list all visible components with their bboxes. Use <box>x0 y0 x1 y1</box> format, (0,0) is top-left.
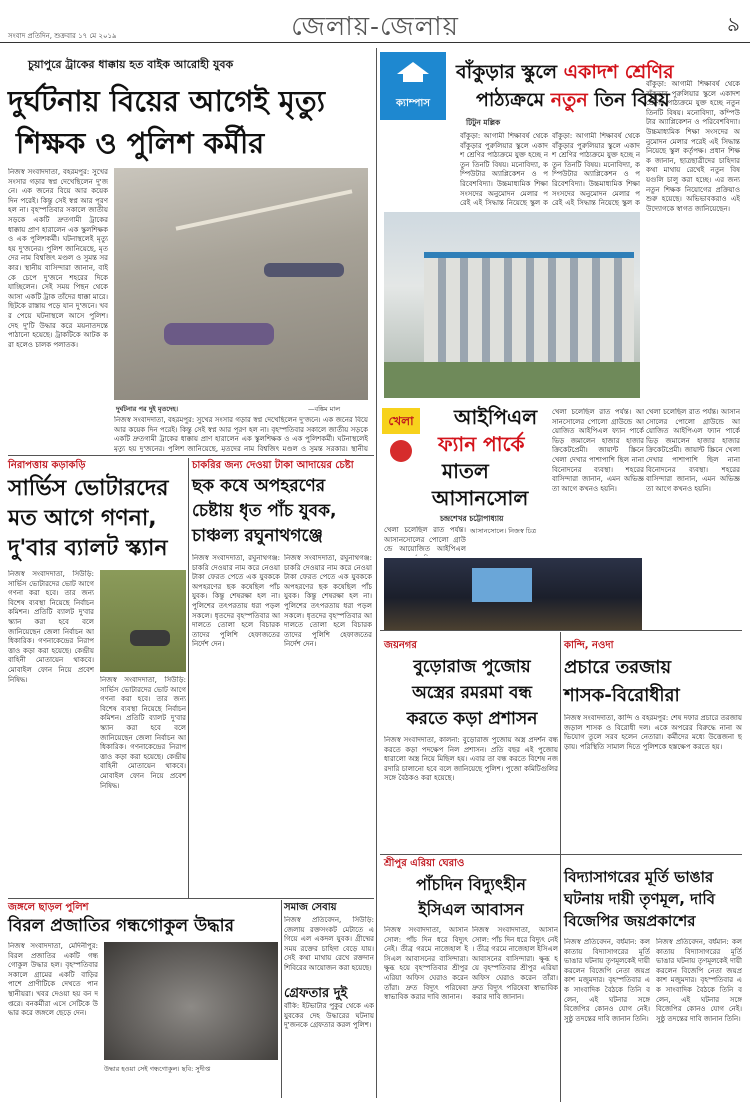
headline-line-1: পাঁচদিন বিদ্যুৎহীন <box>416 875 526 894</box>
divider <box>560 632 561 1102</box>
headline <box>564 654 742 710</box>
ipl-body-2: খেলা চলেছিল রাত পর্যন্ত। আসানসোলের পোলো গ্রাউন্ডে আয়োজিত আইপিএল ফ্যান পার্কে ভিড় জমালেন হাজার হাজার ক্রিকেটপ্রেমী। জায়ান্ট স্ক্রিনে খেলা দেখার পাশাপাশি ছিল নানা বিনোদনের ব্যবস্থা। শহরের বাসিন্দারা জানান, এমন অভিজ্ঞতা আগে কখনও হয়নি। <box>552 408 644 493</box>
ipl-photo <box>384 558 642 630</box>
voter-body-1: নিজস্ব সংবাদদাতা, সিউড়ি: সার্ভিস ভোটারদের ভোট আগে গণনা করা হবে। তার জন্য বিশেষ ব্যবস্থা নিয়েছে নির্বাচন কমিশন। প্রতিটি ব্যালট দু'বার স্ক্যান করা হবে বলে জানিয়েছেন জেলা নির্বাচন আধিকারিক। গণনাকেন্দ্রের নিরাপত্তাও কড়া করা হয়েছে। কেন্দ্রীয় বাহিনী মোতায়েন থাকবে। মোবাইল ফোন নিয়ে প্রবেশ নিষিদ্ধ। <box>8 570 94 684</box>
headline <box>384 654 560 732</box>
school-ground <box>384 362 640 398</box>
story-power <box>380 856 558 1098</box>
ipl-photo-caption: আসানসোলে। নিজস্ব চিত্র <box>470 527 536 535</box>
headline <box>8 474 186 564</box>
story-kicker: শ্রীপুর এরিয়া ঘেরাও <box>384 858 465 869</box>
story-kicker: কান্দি, নওদা <box>564 640 614 651</box>
headline-line-1: সার্ভিস ভোটারদের <box>8 476 169 501</box>
logo-text: খেলা <box>388 414 414 428</box>
power-body-1: নিজস্ব সংবাদদাতা, আসানসোল: পাঁচ দিন ধরে বিদ্যুৎ নেই। তীব্র গরমে নাজেহাল ইসিএল আবাসনের বাসিন্দারা। ক্ষুব্ধ হয়ে বৃহস্পতিবার শ্রীপুর এরিয়া অফিস ঘেরাও করেন তাঁরা। দ্রুত বিদ্যুৎ পরিষেবা স্বাভাবিক করার দাবি জানান। <box>384 926 468 1002</box>
headline-line-3: বিজেপির জয়প্রকাশের <box>564 912 696 930</box>
civet-caption: উদ্ধার হওয়া সেই গন্ধগোকুল। ছবি: সুদীপ্ত <box>104 1065 211 1073</box>
headline-line-2: শাসক-বিরোধীরা <box>564 685 680 706</box>
story-kicker: জঙ্গলে ছাড়ল পুলিশ <box>8 902 89 913</box>
ipl-byline: চন্দ্রশেখর চট্টোপাধ্যায় <box>440 514 504 523</box>
campus-body-2: বাঁকুড়া: আগামী শিক্ষাবর্ষ থেকে বাঁকুড়ার পুরুলিয়ার স্কুলে একাদশ শ্রেণির পাঠ্যক্রমে যুক্ত হচ্ছে নতুন তিনটি বিষয়। মনোবিদ্যা, কম্পিউটার অ্যাপ্লিকেশন ও পরিবেশবিদ্যা। উচ্চমাধ্যমিক শিক্ষা সংসদের অনুমোদন মেলার পরেই এই সিদ্ধান্ত নিয়েছে স্কুল ক <box>552 132 640 207</box>
divider <box>380 854 742 855</box>
school-building <box>424 252 634 363</box>
divider <box>281 900 282 1098</box>
story-campus <box>380 52 742 400</box>
headline-part-highlight: একাদশ শ্রেণির <box>563 61 674 83</box>
headline-line-1: ছক কষে অপহরণের <box>192 476 326 496</box>
headline <box>8 80 368 164</box>
story-vidyasagar <box>564 856 742 1098</box>
buro-body: নিজস্ব সংবাদদাতা, কালনা: বুড়োরাজ পুজোয় অস্ত্র প্রদর্শন বন্ধ করতে কড়া পদক্ষেপ নিল প্রশাসন। প্রতি বছর এই পুজোয় ধারালো অস্ত্র নিয়ে মিছিল হয়। এবার তা বন্ধ করতে বিশেষ নজরদারি চালানো হবে বলে জানিয়েছে পুলিশ। পুজো কমিটিগুলির সঙ্গে বৈঠকও করা হয়েছে। <box>384 736 558 783</box>
civet-body: নিজস্ব সংবাদদাতা, মেদিনীপুর: বিরল প্রজাতির একটি গন্ধগোকুল উদ্ধার হল। বৃহস্পতিবার সকালে গ্রামের একটি বাড়ির পাশে প্রাণীটিকে দেখতে পান স্থানীয়রা। খবর দেওয়া হয় বন দপ্তরে। বনকর্মীরা এসে সেটিকে উদ্ধার করে জঙ্গলে ছেড়ে দেন। <box>8 942 98 1018</box>
big-screen <box>472 568 532 602</box>
headline-line-1: বিদ্যাসাগরের মূর্তি ভাঙার <box>564 868 714 886</box>
ipl-title-2: ফ্যান পার্কে <box>438 432 525 456</box>
vidyasagar-body-2: নিজস্ব প্রতিবেদন, বর্ধমান: কলকাতায় বিদ্যাসাগরের মূর্তি ভাঙার ঘটনায় তৃণমূলকেই দায়ী করলেন বিজেপি নেতা জয়প্রকাশ মজুমদার। বৃহস্পতিবার এক সাংবাদিক বৈঠকে তিনি বলেন, এই ঘটনার সঙ্গে বিজেপির কোনও যোগ নেই। সুষ্ঠু তদন্তের দাবি জানান তিনি। <box>656 938 742 1023</box>
story-social <box>284 900 374 1098</box>
headline-part-highlight: নতুন <box>550 89 588 111</box>
divider <box>380 630 742 631</box>
headline-line-2: চেষ্টায় ধৃত পাঁচ যুবক, <box>192 501 337 521</box>
headline-line-2: ইসিএল আবাসন <box>418 900 524 919</box>
divider <box>188 458 189 898</box>
story-kicker: নিরাপত্তায় কড়াকড়ি <box>8 460 86 471</box>
power-body-2: নিজস্ব সংবাদদাতা, আসানসোল: পাঁচ দিন ধরে বিদ্যুৎ নেই। তীব্র গরমে নাজেহাল ইসিএল আবাসনের বাসিন্দারা। ক্ষুব্ধ হয়ে বৃহস্পতিবার শ্রীপুর এরিয়া অফিস ঘেরাও করেন তাঁরা। দ্রুত বিদ্যুৎ পরিষেবা স্বাভাবিক করার দাবি জানান। <box>472 926 558 1002</box>
ipl-title-4: আসানসোল <box>432 486 529 510</box>
story-ipl <box>380 402 742 632</box>
headline-line-3: দু'বার ব্যালট স্ক্যান <box>8 536 168 561</box>
vidyasagar-body-1: নিজস্ব প্রতিবেদন, বর্ধমান: কলকাতায় বিদ্যাসাগরের মূর্তি ভাঙার ঘটনায় তৃণমূলকেই দায়ী করলেন বিজেপি নেতা জয়প্রকাশ মজুমদার। বৃহস্পতিবার এক সাংবাদিক বৈঠকে তিনি বলেন, এই ঘটনার সঙ্গে বিজেপির কোনও যোগ নেই। সুষ্ঠু তদন্তের দাবি জানান তিনি। <box>564 938 650 1023</box>
headline-line-1: বুড়োরাজ পুজোয় <box>413 657 531 677</box>
masthead <box>0 0 750 44</box>
ipl-body-3: খেলা চলেছিল রাত পর্যন্ত। আসানসোলের পোলো গ্রাউন্ডে আয়োজিত আইপিএল ফ্যান পার্কে ভিড় জমালেন হাজার হাজার ক্রিকেটপ্রেমী। জায়ান্ট স্ক্রিনে খেলা দেখার পাশাপাশি ছিল নানা বিনোদনের ব্যবস্থা। শহরের বাসিন্দারা জানান, এমন অভিজ্ঞতা আগে কখনও হয়নি। <box>646 408 740 493</box>
headline <box>564 866 742 932</box>
headline-part: তিন বিষয় <box>587 89 670 111</box>
headline-line-2: ঘটনায় দায়ী তৃণমূল, দাবি <box>564 890 715 908</box>
story-kicker: জয়নগর <box>384 640 417 651</box>
voter-body-2: নিজস্ব সংবাদদাতা, সিউড়ি: সার্ভিস ভোটারদের ভোট আগে গণনা করা হবে। তার জন্য বিশেষ ব্যবস্থা নিয়েছে নির্বাচন কমিশন। প্রতিটি ব্যালট দু'বার স্ক্যান করা হবে বলে জানিয়েছেন জেলা নির্বাচন আধিকারিক। গণনাকেন্দ্রের নিরাপত্তাও কড়া করা হয়েছে। কেন্দ্রীয় বাহিনী মোতায়েন থাকবে। মোবাইল ফোন নিয়ে প্রবেশ নিষিদ্ধ। <box>100 676 186 790</box>
page-number: ৯ <box>727 12 740 36</box>
headline-part: পাঠ্যক্রমে <box>476 89 551 111</box>
story-voter <box>8 458 186 898</box>
accident-photo <box>114 168 368 400</box>
civet-photo <box>104 942 278 1060</box>
voter-photo <box>100 570 186 672</box>
campus-body-1: বাঁকুড়া: আগামী শিক্ষাবর্ষ থেকে বাঁকুড়ার পুরুলিয়ার স্কুলে একাদশ শ্রেণির পাঠ্যক্রমে যুক্ত হচ্ছে নতুন তিনটি বিষয়। মনোবিদ্যা, কম্পিউটার অ্যাপ্লিকেশন ও পরিবেশবিদ্যা। উচ্চমাধ্যমিক শিক্ষা সংসদের অনুমোদন মেলার পরেই এই সিদ্ধান্ত নিয়েছে স্কুল ক <box>460 132 548 207</box>
story-kicker: চুয়াপুরে ট্রাকের ধাক্কায় হত বাইক আরোহী যুবক <box>28 58 234 71</box>
story-civet <box>8 900 278 1098</box>
headline-line-1: দুর্ঘটনায় বিয়ের আগেই মৃত্যু <box>8 84 326 118</box>
sub-headline: গ্রেফতার দুই <box>284 986 348 1001</box>
divider <box>8 898 374 899</box>
story-kicker: সমাজ সেবায় <box>284 902 337 913</box>
kidnap-body-2: নিজস্ব সংবাদদাতা, রঘুনাথগঞ্জ: চাকরি দেওয়ার নাম করে নেওয়া টাকা ফেরত পেতে এক যুবককে অপহরণের ছক কষেছিল পাঁচ যুবক। কিন্তু শেষরক্ষা হল না। পুলিশের তৎপরতায় ধরা পড়ল সকলে। ধৃতদের বৃহস্পতিবার আদালতে তোলা হলে বিচারক তাদের পুলিশি হেফাজতের নির্দেশ দেন। <box>284 554 372 649</box>
social-body: নিজস্ব প্রতিবেদন, সিউড়ি: জেলায় রক্তসংকট মেটাতে এগিয়ে এল একদল যুবক। গ্রীষ্মের সময় রক্তের চাহিদা বেড়ে যায়। সেই কথা মাথায় রেখে রক্তদান শিবিরের আয়োজন করা হয়েছে। <box>284 916 374 972</box>
story-kidnap <box>192 458 372 898</box>
divider <box>376 48 377 1098</box>
kidnap-body-1: নিজস্ব সংবাদদাতা, রঘুনাথগঞ্জ: চাকরি দেওয়ার নাম করে নেওয়া টাকা ফেরত পেতে এক যুবককে অপহরণের ছক কষেছিল পাঁচ যুবক। কিন্তু শেষরক্ষা হল না। পুলিশের তৎপরতায় ধরা পড়ল সকলে। ধৃতদের বৃহস্পতিবার আদালতে তোলা হলে বিচারক তাদের পুলিশি হেফাজতের নির্দেশ দেন। <box>192 554 280 649</box>
body-column-2: নিজস্ব সংবাদদাতা, বহরমপুর: সুখের সংসার গড়ার স্বপ্ন দেখেছিলেন দু'জনে। এক জনের বিয়ে আর কয়েক দিন পরেই। কিন্তু সেই স্বপ্ন আর পূরণ হল না। বৃহস্পতিবার সকালে জাতীয় সড়কে একটি দ্রুতগামী ট্রাকের ধাক্কায় প্রাণ হারালেন এক স্কুলশিক্ষক ও এক পুলিশকর্মী। ঘটনাস্থলেই মৃত্যু হয় দু'জনের। পুলিশ জানিয়েছে, মৃতদের নাম বিশ্বজিৎ মণ্ডল ও সুমন্ত সরকার। স্থানীয় <box>114 416 368 452</box>
masthead-rule <box>0 42 750 43</box>
headline-line-2: মত আগে গণনা, <box>8 506 157 531</box>
photo-caption: দুর্ঘটনার পর দুই মৃতদেহ। <box>116 405 179 413</box>
masthead-date: সংবাদ প্রতিদিন, শুক্রবার ১৭ মে ২০১৯ <box>8 32 117 40</box>
graduation-cap-icon <box>397 62 429 74</box>
dog-figure <box>130 630 170 646</box>
ipl-title-1: আইপিএল <box>454 405 538 429</box>
headline: বিরল প্রজাতির গন্ধগোকুল উদ্ধার <box>8 916 234 936</box>
story-kicker: চাকরির জন্য দেওয়া টাকা আদায়ের চেষ্টা <box>192 460 354 471</box>
campus-body-3: বাঁকুড়া: আগামী শিক্ষাবর্ষ থেকে বাঁকুড়ার পুরুলিয়ার স্কুলে একাদশ শ্রেণির পাঠ্যক্রমে যুক্ত হচ্ছে নতুন তিনটি বিষয়। মনোবিদ্যা, কম্পিউটার অ্যাপ্লিকেশন ও পরিবেশবিদ্যা। উচ্চমাধ্যমিক শিক্ষা সংসদের অনুমোদন মেলার পরেই এই সিদ্ধান্ত নিয়েছে স্কুল কর্তৃপক্ষ। প্রধান শিক্ষক জানান, ছাত্রছাত্রীদের চাহিদার কথা মাথায় রেখেই নতুন বিষয়গুলি চালু করা হচ্ছে। এর জন্য নতুন শিক্ষক নিয়োগের প্রক্রিয়াও শুরু হয়েছে। অভিভাবকরাও এই উদ্যোগকে স্বাগত জানিয়েছেন। <box>646 80 740 213</box>
campus-badge-box <box>380 52 446 120</box>
sub-body: বাঁকি: ইটভাটার পুকুর থেকে এক যুবকের দেহ উদ্ধারের ঘটনায় দু'জনকে গ্রেফতার করল পুলিশ। <box>284 1002 374 1030</box>
headline-line-3: করতে কড়া প্রশাসন <box>406 709 538 729</box>
story-buro <box>380 632 558 852</box>
ipl-title-3: মাতল <box>442 459 489 483</box>
person-figure <box>264 263 344 277</box>
school-photo <box>384 212 640 398</box>
headline-line-1: প্রচারে তরজায় <box>564 657 672 678</box>
section-title: জেলায়-জেলায় <box>291 12 459 42</box>
headline-line-3: চাঞ্চল্য রঘুনাথগঞ্জে <box>192 526 323 546</box>
person-figure <box>164 323 274 345</box>
headline-part: বাঁকুড়ার স্কুলে <box>456 61 564 83</box>
divider <box>8 455 374 456</box>
story-accident <box>8 48 368 453</box>
campaign-body: নিজস্ব সংবাদদাতা, কান্দি ও বহরমপুর: শেষ দফার প্রচারে তরজায় জড়াল শাসক ও বিরোধী দল। একে অপরের বিরুদ্ধে নানা অভিযোগ তুলে সরব হলেন নেতারা। কর্মীদের মধ্যে উত্তেজনা ছড়ায়। পরিস্থিতি সামাল দিতে পুলিশকে হস্তক্ষেপ করতে হয়। <box>564 714 742 751</box>
campus-badge: ক্যাম্পাস <box>396 98 430 109</box>
headline-line-2: অস্ত্রের রমরমা বন্ধ <box>412 683 532 703</box>
road-marking <box>176 189 353 230</box>
story-campaign <box>562 632 742 852</box>
headline <box>192 474 372 549</box>
photo-credit: —বঙ্কিম মাল <box>308 405 341 413</box>
cricket-icon <box>390 440 412 462</box>
khela-logo <box>382 408 420 434</box>
body-column-1: নিজস্ব সংবাদদাতা, বহরমপুর: সুখের সংসার গড়ার স্বপ্ন দেখেছিলেন দু'জনে। এক জনের বিয়ে আর কয়েক দিন পরেই। কিন্তু সেই স্বপ্ন আর পূরণ হল না। বৃহস্পতিবার সকালে জাতীয় সড়কে একটি দ্রুতগামী ট্রাকের ধাক্কায় প্রাণ হারালেন এক স্কুলশিক্ষক ও এক পুলিশকর্মী। ঘটনাস্থলেই মৃত্যু হয় দু'জনের। পুলিশ জানিয়েছে, মৃতদের নাম বিশ্বজিৎ মণ্ডল ও সুমন্ত সরকার। স্থানীয় বাসিন্দারা জানান, বাইকে চেপে দু'জনে শহরের দিকে যাচ্ছিলেন। সেই সময় পিছন থেকে আসা একটি ট্রাক তাঁদের ধাক্কা মারে। ছিটকে রাস্তায় পড়ে যান দু'জনে। খবর পেয়ে ঘটনাস্থলে আসে পুলিশ। দেহ দু'টি উদ্ধার করে ময়নাতদন্তে পাঠানো হয়েছে। ট্রাকটিকে আটক করা হলেও চালক পলাতক। <box>8 168 108 349</box>
campus-byline: টিটুন মল্লিক <box>466 118 501 127</box>
ipl-body-1: খেলা চলেছিল রাত পর্যন্ত। আসানসোলের পোলো গ্রাউন্ডে আয়োজিত আইপিএল <box>384 526 466 554</box>
graduation-cap-base-icon <box>403 74 423 82</box>
headline-line-2: শিক্ষক ও পুলিশ কর্মীর <box>16 126 265 160</box>
ipl-title <box>432 404 537 512</box>
headline <box>384 872 558 922</box>
